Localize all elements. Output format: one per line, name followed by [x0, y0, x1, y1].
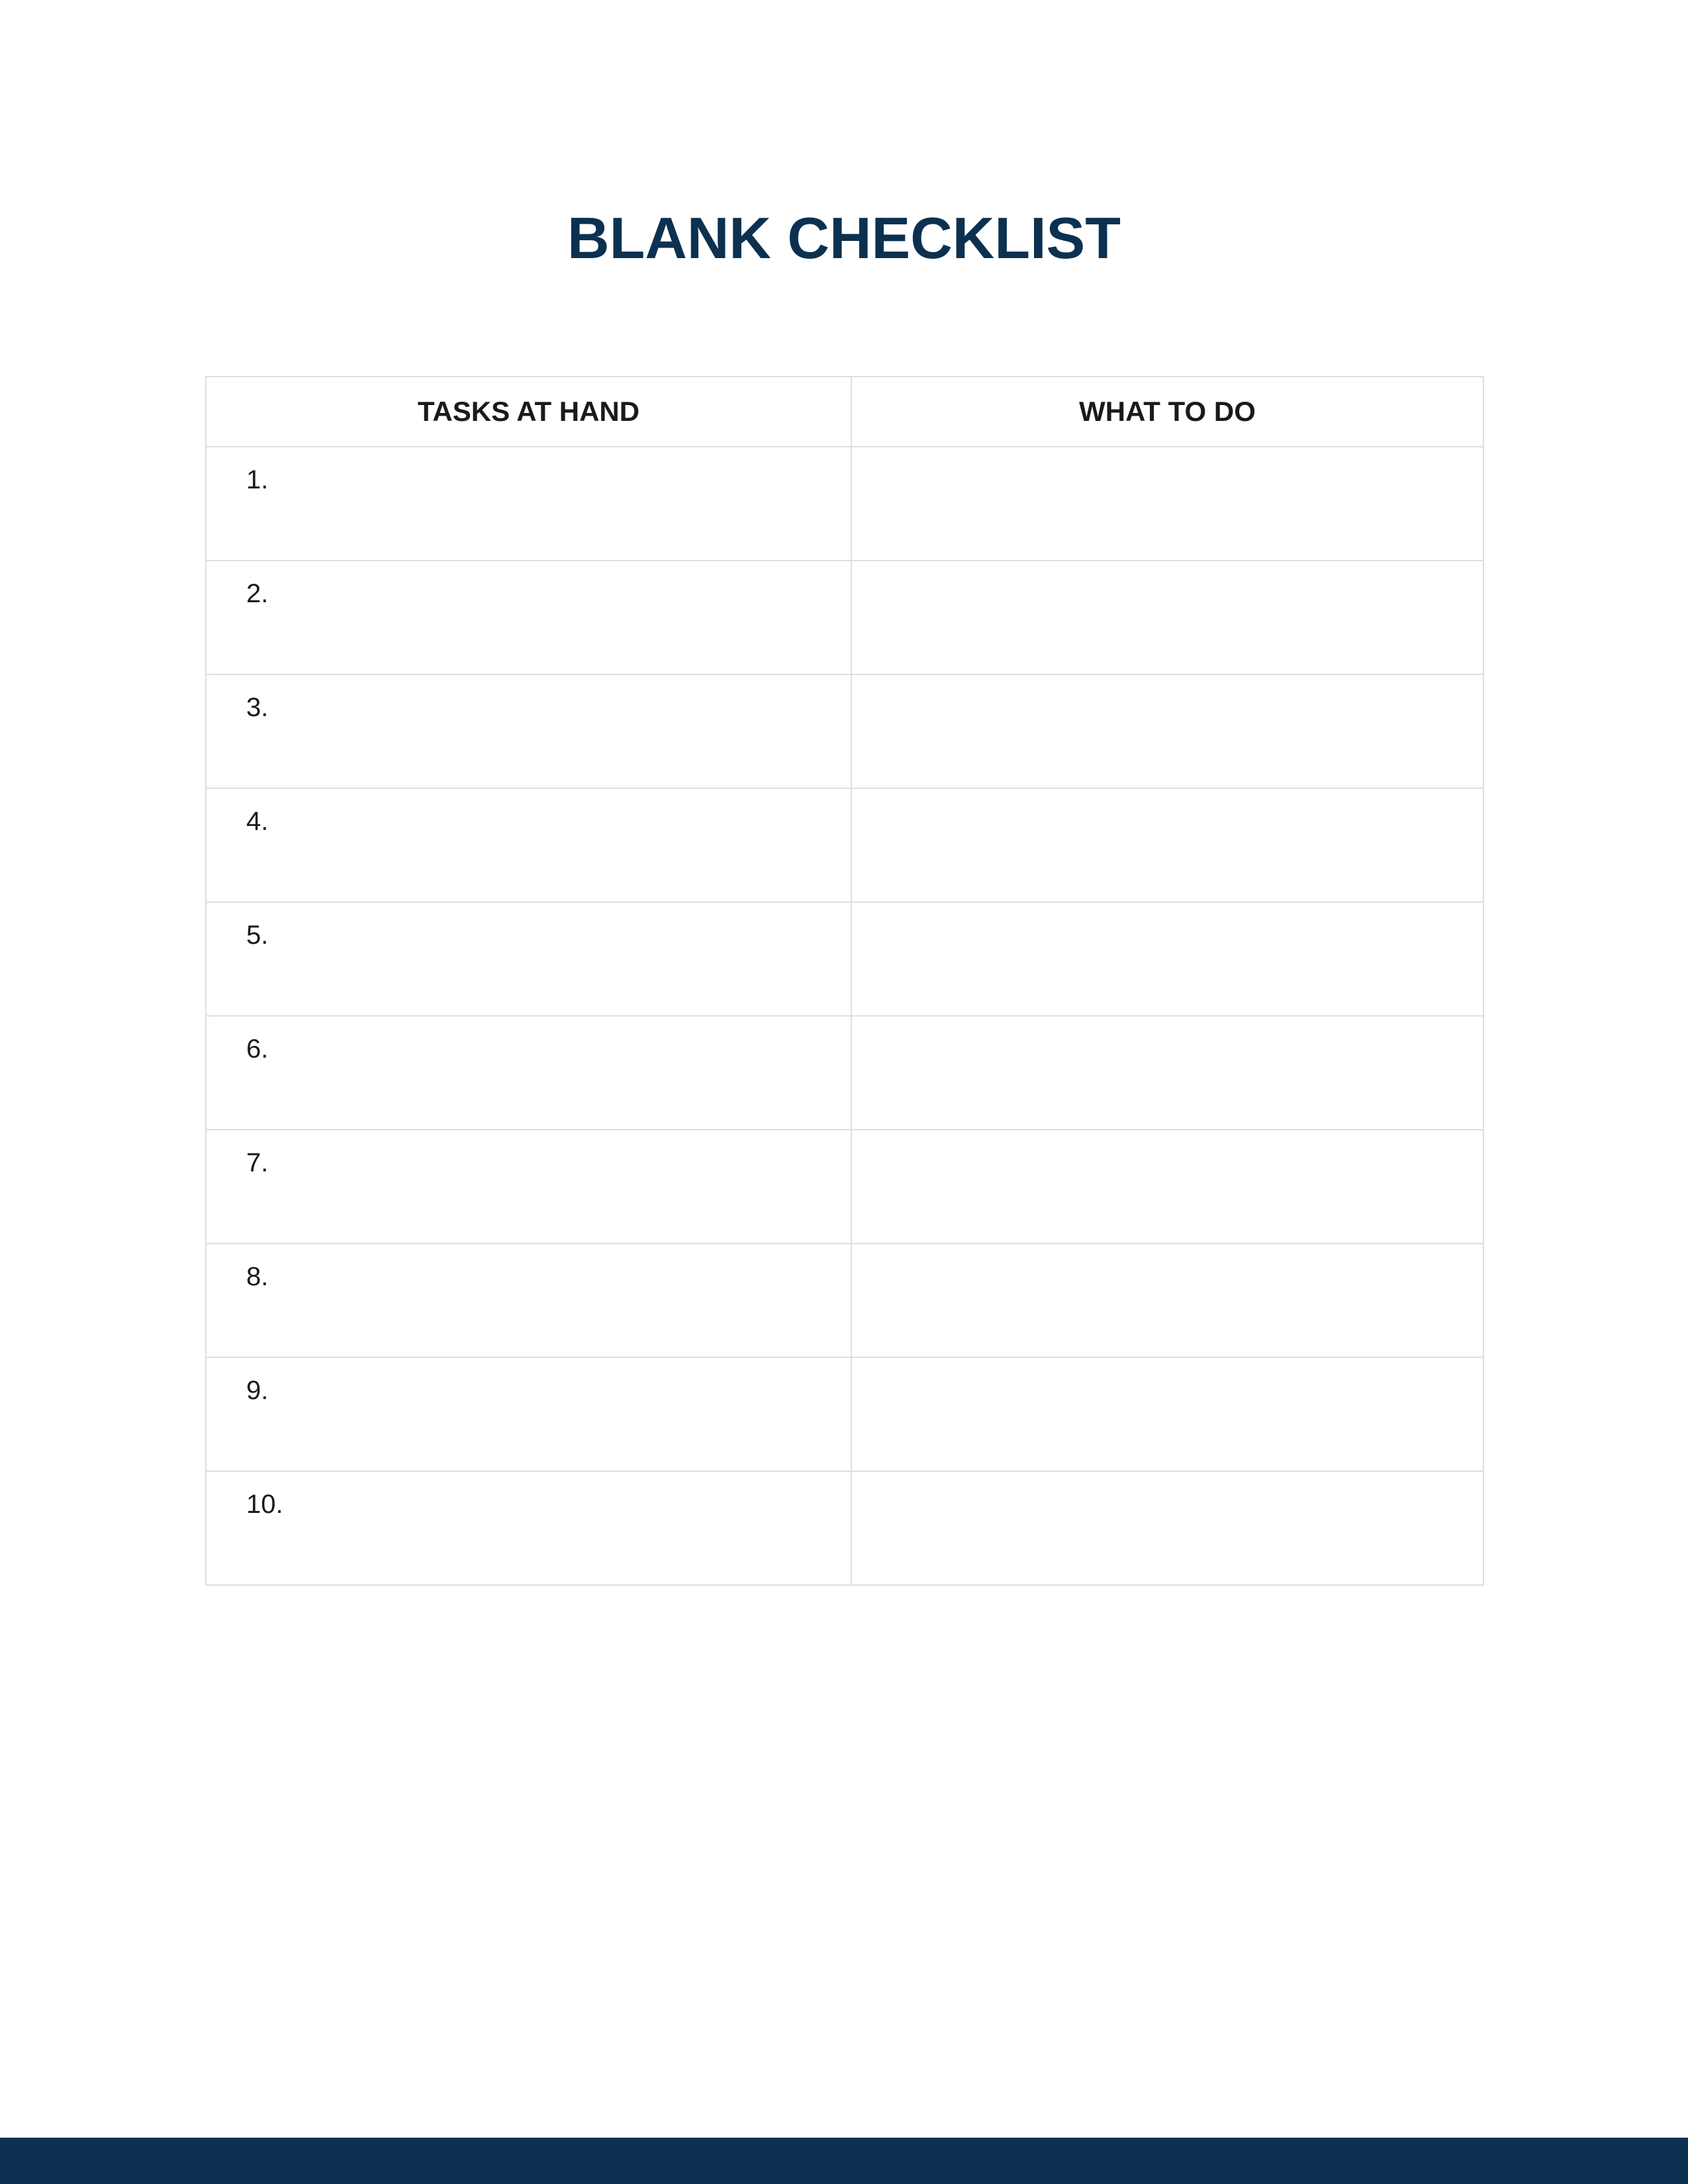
- what-to-do-cell[interactable]: [851, 902, 1483, 1016]
- what-to-do-cell[interactable]: [851, 788, 1483, 902]
- item-number: 4.: [246, 807, 269, 836]
- item-number: 2.: [246, 579, 269, 608]
- column-header-what-to-do: WHAT TO DO: [851, 377, 1483, 447]
- item-number: 9.: [246, 1376, 269, 1405]
- table-row: [206, 902, 1483, 1016]
- item-number: 1.: [246, 465, 269, 494]
- task-cell[interactable]: [206, 1016, 851, 1130]
- what-to-do-cell[interactable]: [851, 1130, 1483, 1244]
- page-title: BLANK CHECKLIST: [567, 205, 1121, 271]
- item-number: 7.: [246, 1148, 269, 1177]
- what-to-do-cell[interactable]: [851, 561, 1483, 674]
- item-number: 6.: [246, 1034, 269, 1064]
- task-cell[interactable]: [206, 1471, 851, 1585]
- what-to-do-cell[interactable]: [851, 1357, 1483, 1471]
- item-number: 10.: [246, 1490, 283, 1519]
- table-row: [206, 1130, 1483, 1244]
- table-row: [206, 788, 1483, 902]
- footer-bar: [0, 2138, 1688, 2184]
- item-number: 5.: [246, 921, 269, 950]
- what-to-do-cell[interactable]: [851, 674, 1483, 788]
- task-cell[interactable]: [206, 902, 851, 1016]
- item-number: 8.: [246, 1262, 269, 1291]
- table-row: [206, 1016, 1483, 1130]
- task-cell[interactable]: [206, 788, 851, 902]
- what-to-do-cell[interactable]: [851, 447, 1483, 561]
- task-cell[interactable]: [206, 1130, 851, 1244]
- table-row: [206, 561, 1483, 674]
- task-cell[interactable]: [206, 1244, 851, 1357]
- what-to-do-cell[interactable]: [851, 1244, 1483, 1357]
- task-cell[interactable]: [206, 561, 851, 674]
- item-number: 3.: [246, 693, 269, 722]
- checklist-table: [205, 376, 1484, 1586]
- table-row: [206, 447, 1483, 561]
- table-row: [206, 674, 1483, 788]
- what-to-do-cell[interactable]: [851, 1016, 1483, 1130]
- task-cell[interactable]: [206, 1357, 851, 1471]
- column-header-tasks: TASKS AT HAND: [206, 377, 851, 447]
- task-cell[interactable]: [206, 674, 851, 788]
- what-to-do-cell[interactable]: [851, 1471, 1483, 1585]
- table-row: [206, 1244, 1483, 1357]
- table-row: [206, 1471, 1483, 1585]
- table-header-row: [206, 377, 1483, 447]
- table-row: [206, 1357, 1483, 1471]
- task-cell[interactable]: [206, 447, 851, 561]
